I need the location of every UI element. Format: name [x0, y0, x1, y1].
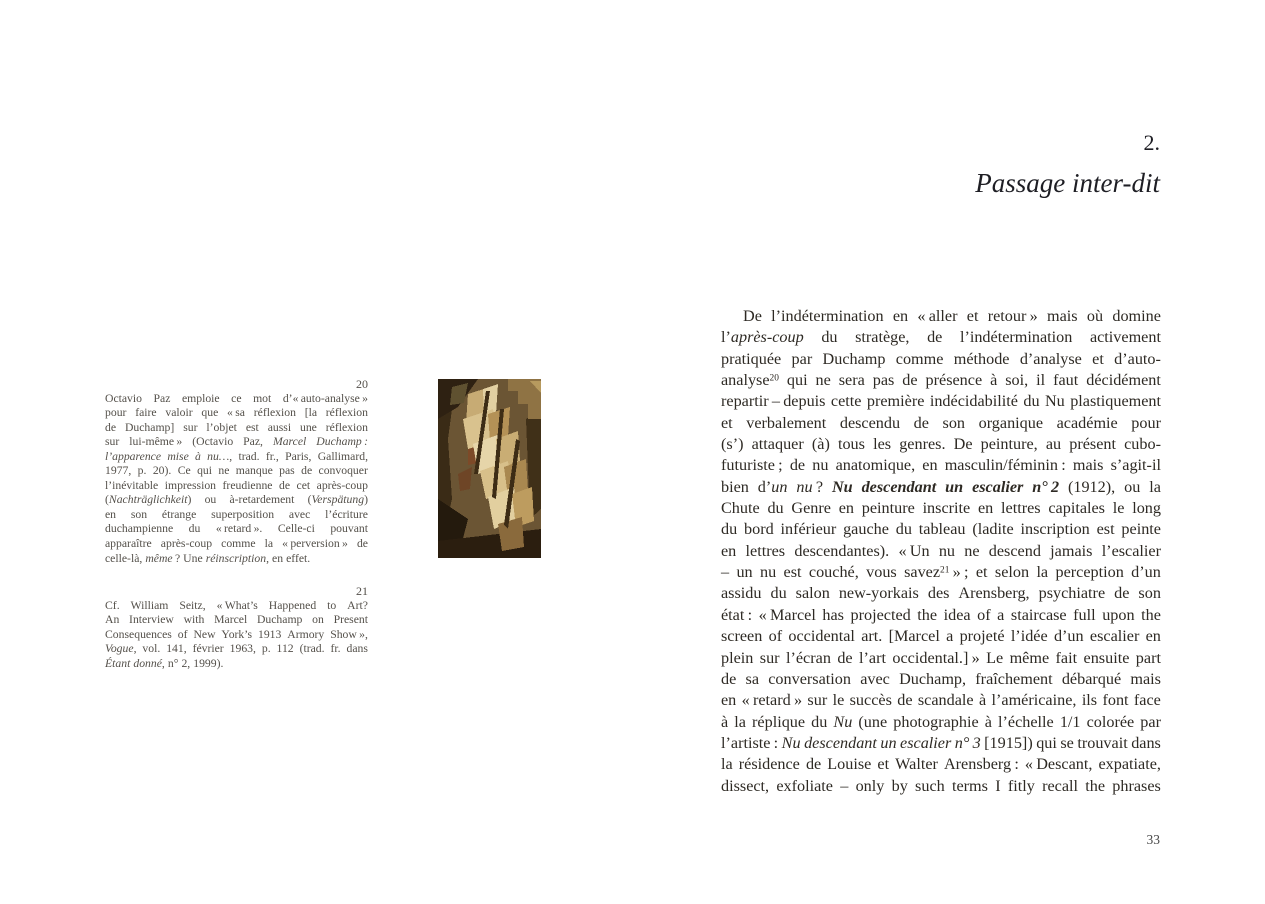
- text-line: état : « Marcel has projected the idea of a staircase full upon the: [721, 605, 1161, 624]
- text-line: sur lui-même » (Octavio Paz, Marcel Duchamp :: [105, 435, 368, 449]
- footnote-text: [105, 392, 368, 567]
- text-line: De l’indétermination en « aller et retour » mais où domine: [743, 307, 1161, 325]
- text-line: à la réplique du Nu (une photographie à l’échelle 1/1 colorée par: [721, 712, 1161, 731]
- text-line: en son étrange superposition avec l’écriture: [105, 507, 368, 521]
- footnote-21: [105, 584, 368, 671]
- text-line: de sa conversation avec Duchamp, fraîchement débarqué mais: [721, 669, 1161, 688]
- text-line: repartir – depuis cette première indécidabilité du Nu plastiquement: [721, 392, 1161, 411]
- nude-descending-staircase-painting-image: [438, 379, 541, 558]
- body-text: [721, 306, 1161, 797]
- text-line: en lettres descendantes). « Un nu ne descend jamais l’escalier: [721, 541, 1161, 560]
- text-line: An Interview with Marcel Duchamp on Present: [105, 613, 368, 627]
- text-line: pratiquée par Duchamp comme méthode d’analyse et d’auto-: [721, 349, 1161, 368]
- footnote-number: 20: [356, 377, 368, 391]
- text-line: en « retard » sur le succès de scandale à l’américaine, ils font face: [721, 691, 1161, 710]
- text-line: (Nachträglichkeit) ou à-retardement (Verspätung): [105, 493, 368, 507]
- left-page: [0, 0, 632, 904]
- text-line: Étant donné, n° 2, 1999).: [105, 656, 224, 670]
- chapter-title: Passage inter-dit: [975, 168, 1160, 198]
- text-line: futuriste ; de nu anatomique, en masculin/féminin : mais s’agit-il: [721, 456, 1161, 475]
- text-line: la résidence de Louise et Walter Arensberg : « Descant, expatiate,: [721, 755, 1161, 774]
- text-line: – un nu est couché, vous savez$^{21}$ » ; et selon la perception d’un: [721, 563, 1161, 582]
- text-line: l’après-coup du stratège, de l’indétermination activement: [721, 328, 1161, 347]
- text-line: dissect, exfoliate – only by such terms I fitly recall the phrases: [721, 776, 1161, 795]
- text-line: pour faire valoir que « sa réflexion [la réflexion: [105, 406, 368, 420]
- text-line: Octavio Paz emploie ce mot d’« auto-analyse »: [105, 391, 368, 405]
- chapter-number: 2.: [1143, 130, 1160, 155]
- text-line: bien d’un nu ? Nu descendant un escalier n° 2 (1912), ou la: [721, 477, 1161, 496]
- text-line: assidu du salon new-yorkais des Arensberg, psychiatre de son: [721, 584, 1161, 603]
- text-line: screen of occidental art. [Marcel a projeté l’idée d’un escalier en: [721, 627, 1161, 646]
- text-line: l’inévitable impression freudienne de cet après-coup: [105, 478, 368, 492]
- text-line: Vogue, vol. 141, février 1963, p. 112 (trad. fr. dans: [105, 642, 368, 656]
- text-line: plein sur l’écran de l’art occidental.] » Le même fait ensuite part: [721, 648, 1161, 667]
- text-line: Cf. William Seitz, « What’s Happened to Art?: [105, 598, 368, 612]
- text-line: et verbalement descendu de son organique académie pour: [721, 413, 1161, 432]
- footnote-text: [105, 599, 368, 672]
- text-line: (s’) attaquer (à) tous les genres. De peinture, au présent cubo-: [721, 435, 1161, 454]
- text-line: apparaître après-coup comme la « perversion » de: [105, 536, 368, 550]
- text-line: de Duchamp] sur l’objet est aussi une réflexion: [105, 420, 368, 434]
- text-line: celle-là, même ? Une réinscription, en effet.: [105, 551, 311, 565]
- text-line: duchampienne du « retard ». Celle-ci pouvant: [105, 522, 368, 536]
- text-line: du bord inférieur gauche du tableau (ladite inscription est peinte: [721, 520, 1161, 539]
- text-line: l’artiste : Nu descendant un escalier n° 3 [1915]) qui se trouvait dans: [721, 733, 1161, 752]
- footnote-20: [105, 377, 368, 566]
- page-number: 33: [1146, 832, 1160, 847]
- text-line: Consequences of New York’s 1913 Armory Show »,: [105, 627, 368, 641]
- text-line: analyse$^{20}$ qui ne sera pas de présence à soi, il faut décidément: [721, 371, 1161, 390]
- footnote-number: 21: [356, 584, 368, 598]
- text-line: l’apparence mise à nu…, trad. fr., Paris, Gallimard,: [105, 449, 368, 463]
- text-line: Chute du Genre en peinture inscrite en lettres capitales le long: [721, 499, 1161, 518]
- text-line: 1977, p. 20). Ce qui ne manque pas de convoquer: [105, 464, 368, 478]
